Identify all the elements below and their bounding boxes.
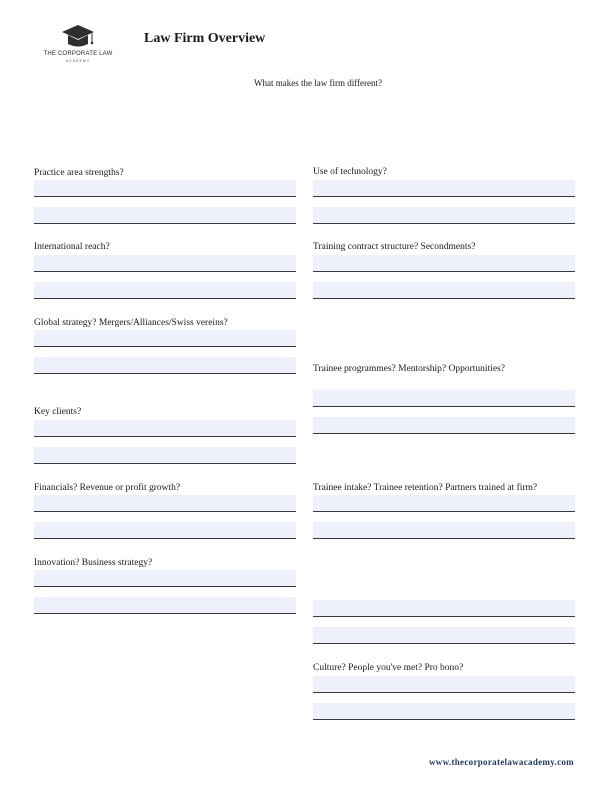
answer-field[interactable] xyxy=(313,522,575,539)
answer-field[interactable] xyxy=(313,417,575,434)
answer-field[interactable] xyxy=(313,627,575,644)
logo xyxy=(28,24,128,68)
answer-field[interactable] xyxy=(34,282,296,299)
answer-field[interactable] xyxy=(34,207,296,224)
question-label: International reach? xyxy=(34,242,110,252)
answer-field[interactable] xyxy=(313,495,575,512)
logo-name: THE CORPORATE LAW xyxy=(43,51,113,57)
logo-subtext: ACADEMY xyxy=(65,59,91,63)
answer-field[interactable] xyxy=(34,330,296,347)
question-label: Culture? People you've met? Pro bono? xyxy=(313,663,464,673)
question-label: Training contract structure? Secondments? xyxy=(313,242,476,252)
question-label: Practice area strengths? xyxy=(34,168,124,178)
answer-field[interactable] xyxy=(34,255,296,272)
answer-field[interactable] xyxy=(313,255,575,272)
answer-field[interactable] xyxy=(34,357,296,374)
answer-field[interactable] xyxy=(34,180,296,197)
footer-website-link[interactable]: www.thecorporatelawacademy.com xyxy=(429,757,574,767)
answer-field[interactable] xyxy=(313,390,575,407)
question-label: Financials? Revenue or profit growth? xyxy=(34,483,181,493)
answer-field[interactable] xyxy=(313,282,575,299)
answer-field[interactable] xyxy=(34,597,296,614)
answer-field[interactable] xyxy=(34,522,296,539)
answer-field[interactable] xyxy=(34,570,296,587)
question-label: Innovation? Business strategy? xyxy=(34,558,153,568)
question-label: Use of technology? xyxy=(313,167,387,177)
answer-field[interactable] xyxy=(313,180,575,197)
answer-field[interactable] xyxy=(313,600,575,617)
question-label: Trainee intake? Trainee retention? Partners trained at firm? xyxy=(313,483,538,493)
question-label: Key clients? xyxy=(34,407,82,417)
page-title: Law Firm Overview xyxy=(144,31,266,46)
answer-field[interactable] xyxy=(34,495,296,512)
graduation-cap-icon xyxy=(28,24,128,50)
question-label: Global strategy? Mergers/Alliances/Swiss vereins? xyxy=(34,318,228,328)
answer-field[interactable] xyxy=(313,676,575,693)
page-subtitle: What makes the law firm different? xyxy=(253,78,383,88)
answer-field[interactable] xyxy=(34,447,296,464)
answer-field[interactable] xyxy=(313,703,575,720)
answer-field[interactable] xyxy=(313,207,575,224)
answer-field[interactable] xyxy=(34,420,296,437)
question-label: Trainee programmes? Mentorship? Opportunities? xyxy=(313,364,505,374)
